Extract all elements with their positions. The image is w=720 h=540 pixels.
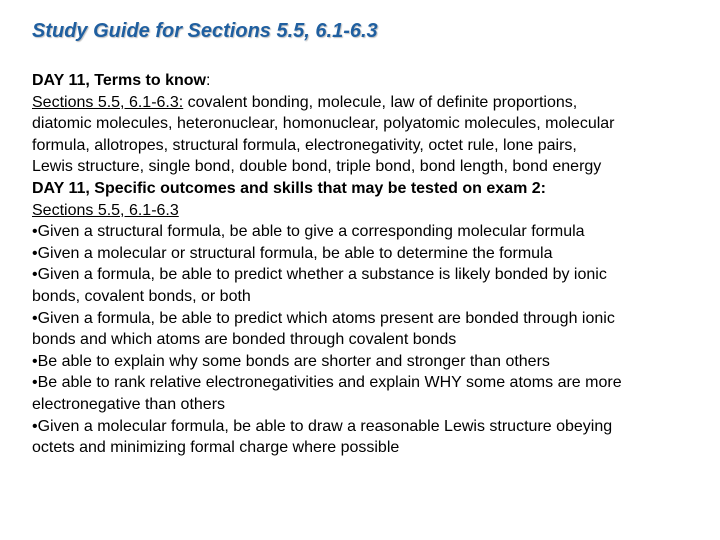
terms-line-4: Lewis structure, single bond, double bond, triple bond, bond length, bond energy <box>32 158 602 176</box>
outcome-line-8: •Be able to rank relative electronegativities and explain WHY some atoms are more <box>32 374 622 392</box>
outcome-line-9: electronegative than others <box>32 395 226 413</box>
terms-sections-ref: Sections 5.5, 6.1-6.3: <box>32 93 184 111</box>
page-title: Study Guide for Sections 5.5, 6.1-6.3 <box>32 20 378 42</box>
terms-line-3: formula, allotropes, structural formula, electronegativity, octet rule, lone pairs, <box>32 136 577 154</box>
terms-text: covalent bonding, molecule, law of definite proportions, <box>183 93 578 111</box>
outcome-line-4: bonds, covalent bonds, or both <box>32 287 251 305</box>
outcome-line-1: •Given a structural formula, be able to give a corresponding molecular formula <box>32 223 585 241</box>
terms-heading-suffix: : <box>206 72 211 89</box>
outcomes-heading: DAY 11, Specific outcomes and skills that may be tested on exam 2: <box>32 179 546 197</box>
study-guide-body <box>32 70 708 459</box>
outcome-line-10: •Given a molecular formula, be able to draw a reasonable Lewis structure obeying <box>32 417 613 435</box>
outcome-line-6: bonds and which atoms are bonded through covalent bonds <box>32 331 457 349</box>
terms-heading-line <box>32 70 708 92</box>
outcome-line-2: •Given a molecular or structural formula, be able to determine the formula <box>32 244 553 262</box>
outcome-line-11: octets and minimizing formal charge where possible <box>32 439 400 457</box>
outcome-line-3: •Given a formula, be able to predict whether a substance is likely bonded by ionic <box>32 266 607 284</box>
terms-heading: DAY 11, Terms to know <box>32 72 206 89</box>
outcome-line-7: •Be able to explain why some bonds are shorter and stronger than others <box>32 352 550 370</box>
outcomes-sections-ref: Sections 5.5, 6.1-6.3 <box>32 201 179 219</box>
terms-line-2: diatomic molecules, heteronuclear, homonuclear, polyatomic molecules, molecular <box>32 115 615 133</box>
outcome-line-5: •Given a formula, be able to predict which atoms present are bonded through ionic <box>32 309 615 327</box>
terms-line-1 <box>32 92 708 114</box>
